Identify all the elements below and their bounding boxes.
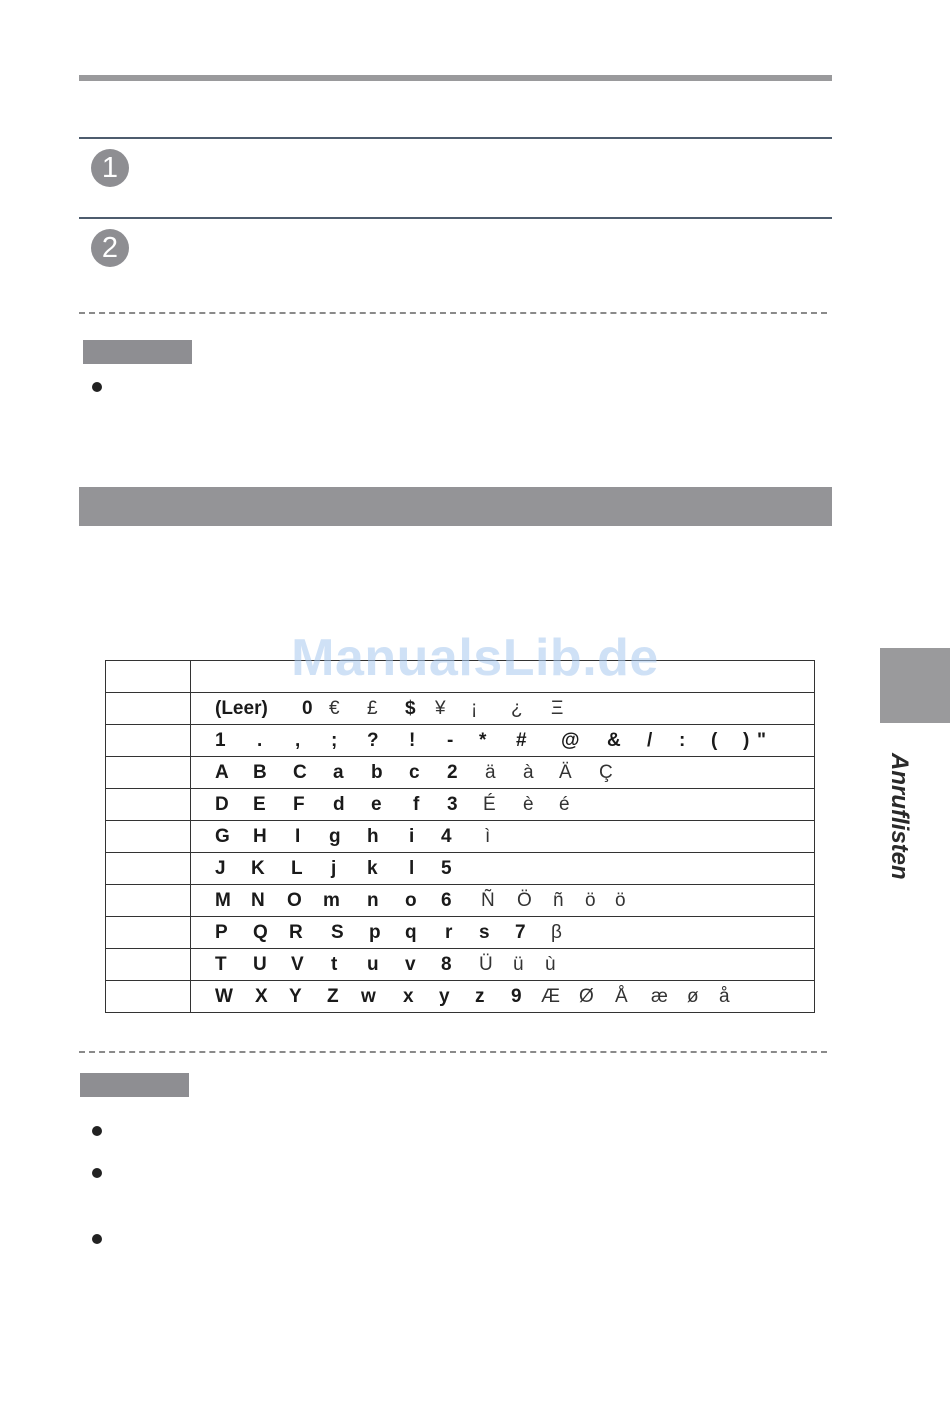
- table-char: ì: [485, 826, 491, 847]
- table-char: é: [559, 794, 570, 815]
- table-char: v: [405, 954, 416, 975]
- table-char: r: [445, 922, 453, 943]
- table-char: B: [253, 762, 267, 783]
- table-char: d: [333, 794, 345, 815]
- table-char: 7: [515, 922, 526, 943]
- table-char: ¡: [471, 698, 478, 719]
- table-char: L: [291, 858, 303, 879]
- table-char: Q: [253, 922, 268, 943]
- character-table: [105, 660, 815, 1013]
- table-char: 3: [447, 794, 458, 815]
- note-1-bullet: [92, 382, 102, 392]
- chars-cell: [191, 853, 815, 885]
- table-char: ø: [687, 986, 699, 1007]
- table-char: o: [405, 890, 417, 911]
- table-char: U: [253, 954, 267, 975]
- table-row: [106, 757, 815, 789]
- table-char: $: [405, 698, 416, 719]
- table-row: [106, 789, 815, 821]
- step-1-badge: 1: [91, 149, 129, 187]
- table-char: e: [371, 794, 382, 815]
- table-char: n: [367, 890, 379, 911]
- key-cell: [106, 757, 191, 789]
- table-char: a: [333, 762, 344, 783]
- table-char: ù: [545, 954, 556, 975]
- table-char: P: [215, 922, 228, 943]
- table-char: Ξ: [551, 698, 564, 719]
- table-char: Z: [327, 986, 339, 1007]
- table-char: à: [523, 762, 534, 783]
- table-char: V: [291, 954, 304, 975]
- table-char: q: [405, 922, 417, 943]
- table-char: O: [287, 890, 302, 911]
- table-row: [106, 725, 815, 757]
- note-2-bullet-1: [92, 1126, 102, 1136]
- table-char: -: [447, 730, 454, 751]
- chars-cell: [191, 693, 815, 725]
- table-char: ,: [295, 730, 301, 751]
- table-char: ñ: [553, 890, 564, 911]
- table-char: 9: [511, 986, 522, 1007]
- table-char: N: [251, 890, 265, 911]
- chars-cell: [191, 821, 815, 853]
- note-tag-2: [80, 1073, 189, 1097]
- table-char: ü: [513, 954, 524, 975]
- table-char: I: [295, 826, 301, 847]
- table-char: j: [331, 858, 337, 879]
- table-char: Ö: [517, 890, 532, 911]
- table-char: 5: [441, 858, 452, 879]
- table-row: [106, 821, 815, 853]
- table-char: *: [479, 730, 487, 751]
- note-2-bullet-3: [92, 1234, 102, 1244]
- table-char: ¿: [511, 698, 523, 719]
- table-char: Ü: [479, 954, 493, 975]
- table-char: W: [215, 986, 233, 1007]
- table-char: β: [551, 922, 562, 943]
- key-cell: [106, 885, 191, 917]
- chars-cell: [191, 917, 815, 949]
- key-cell: [106, 949, 191, 981]
- table-char: æ: [651, 986, 668, 1007]
- table-char: t: [331, 954, 338, 975]
- table-char: &: [607, 730, 621, 751]
- note-separator-2: [79, 1051, 827, 1053]
- table-char: i: [409, 826, 415, 847]
- table-char: X: [255, 986, 268, 1007]
- table-char: D: [215, 794, 229, 815]
- table-char: è: [523, 794, 534, 815]
- table-char: Ç: [599, 762, 613, 783]
- table-char: F: [293, 794, 305, 815]
- table-char: (Leer): [215, 698, 268, 719]
- table-char: £: [367, 698, 378, 719]
- table-char: S: [331, 922, 344, 943]
- table-char: #: [516, 730, 527, 751]
- table-char: A: [215, 762, 229, 783]
- chars-cell: [191, 789, 815, 821]
- table-char: å: [719, 986, 730, 1007]
- table-char: T: [215, 954, 227, 975]
- table-row: [106, 693, 815, 725]
- table-char: :: [679, 730, 686, 751]
- chars-cell: [191, 885, 815, 917]
- step-2-badge: 2: [91, 229, 129, 267]
- table-char: 0: [302, 698, 313, 719]
- table-char: (: [711, 730, 718, 751]
- table-char: ": [757, 730, 767, 751]
- table-char: @: [561, 730, 580, 751]
- table-char: ¥: [435, 698, 446, 719]
- table-char: Å: [615, 986, 628, 1007]
- table-char: 2: [447, 762, 458, 783]
- table-char: H: [253, 826, 267, 847]
- table-char: Æ: [541, 986, 560, 1007]
- chars-cell: [191, 725, 815, 757]
- key-cell: [106, 693, 191, 725]
- table-char: R: [289, 922, 303, 943]
- table-char: h: [367, 826, 379, 847]
- table-row: [106, 981, 815, 1013]
- key-cell: [106, 725, 191, 757]
- table-char: x: [403, 986, 414, 1007]
- table-char: 1: [215, 730, 226, 751]
- table-char: k: [367, 858, 378, 879]
- table-char: /: [647, 730, 653, 751]
- table-char: 4: [441, 826, 452, 847]
- table-char: 6: [441, 890, 452, 911]
- table-row: [106, 917, 815, 949]
- watermark: ManualsLib.de: [291, 629, 659, 687]
- table-char: Ø: [579, 986, 594, 1007]
- table-char: b: [371, 762, 383, 783]
- table-char: !: [409, 730, 416, 751]
- table-row: [106, 949, 815, 981]
- chars-cell: [191, 757, 815, 789]
- table-char: 8: [441, 954, 452, 975]
- table-char: M: [215, 890, 231, 911]
- table-char: y: [439, 986, 450, 1007]
- table-char: Y: [289, 986, 302, 1007]
- step-2-rule: [79, 217, 832, 219]
- note-tag-1: [83, 340, 192, 364]
- table-char: J: [215, 858, 226, 879]
- table-char: u: [367, 954, 379, 975]
- chars-cell: [191, 949, 815, 981]
- table-char: m: [323, 890, 340, 911]
- table-char: ?: [367, 730, 379, 751]
- key-cell: [106, 853, 191, 885]
- table-char: E: [253, 794, 266, 815]
- note-separator-1: [79, 312, 827, 314]
- table-char: ä: [485, 762, 496, 783]
- key-cell: [106, 981, 191, 1013]
- section-header-bar: [79, 487, 832, 526]
- key-cell: [106, 917, 191, 949]
- table-char: w: [361, 986, 376, 1007]
- table-char: s: [479, 922, 490, 943]
- table-row: [106, 853, 815, 885]
- note-2-bullet-2: [92, 1168, 102, 1178]
- table-char: .: [257, 730, 263, 751]
- table-char: É: [483, 794, 496, 815]
- table-char: K: [251, 858, 265, 879]
- table-char: l: [409, 858, 415, 879]
- chars-cell: [191, 981, 815, 1013]
- table-char: c: [409, 762, 420, 783]
- table-char: ö: [585, 890, 596, 911]
- side-tab-label: Anruflisten: [886, 753, 913, 880]
- table-char: C: [293, 762, 307, 783]
- table-char: p: [369, 922, 381, 943]
- table-char: z: [475, 986, 485, 1007]
- table-char: f: [413, 794, 420, 815]
- table-char: €: [329, 698, 340, 719]
- table-char: Ä: [559, 762, 572, 783]
- key-cell: [106, 821, 191, 853]
- table-char: G: [215, 826, 230, 847]
- header-rule: [79, 75, 832, 81]
- table-row: [106, 885, 815, 917]
- step-1-rule: [79, 137, 832, 139]
- table-char: ö: [615, 890, 626, 911]
- table-char: g: [329, 826, 341, 847]
- key-cell: [106, 789, 191, 821]
- table-char: ): [743, 730, 750, 751]
- table-char: ;: [331, 730, 338, 751]
- table-char: Ñ: [481, 890, 495, 911]
